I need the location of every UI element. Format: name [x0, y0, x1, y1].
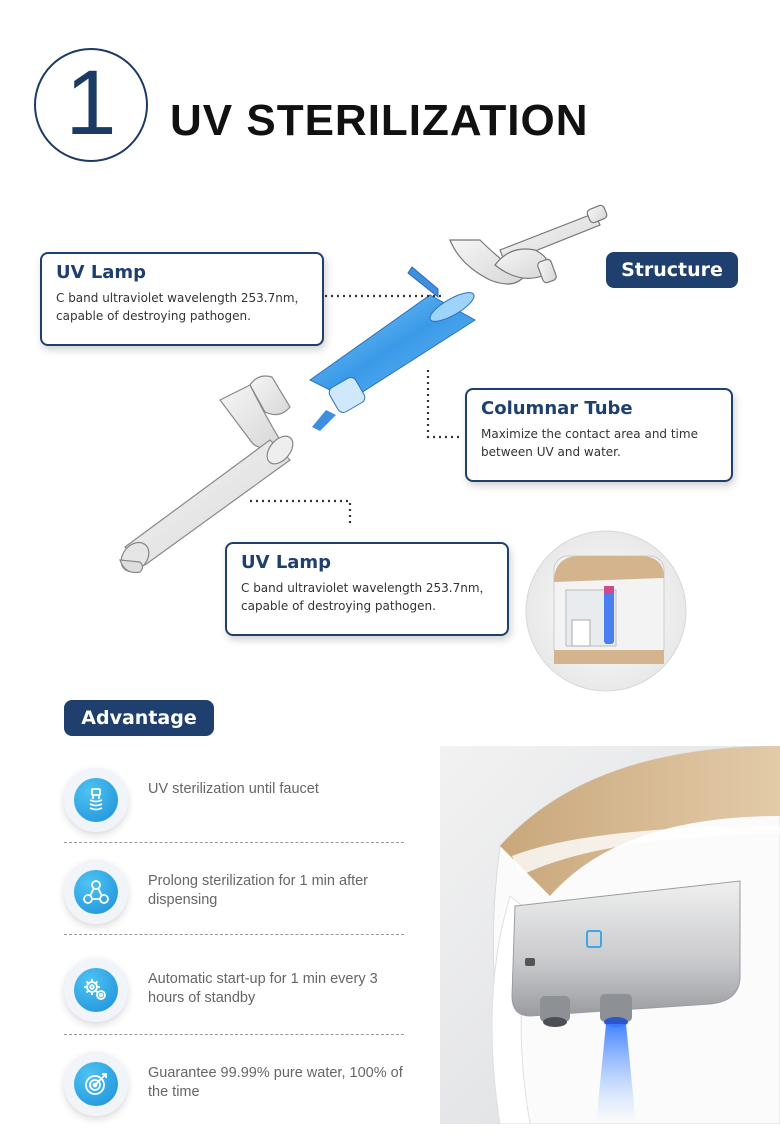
- callout-title: Columnar Tube: [481, 398, 633, 419]
- dispenser-inset-image: [520, 530, 692, 692]
- callout-columnar-tube: [465, 388, 733, 482]
- callout-description: C band ultraviolet wavelength 253.7nm，capable of destroying pathogen.: [56, 291, 307, 323]
- uv-lamp-icon: [64, 768, 128, 832]
- callout-uv-lamp-bottom: [225, 542, 509, 636]
- structure-label: Structure: [606, 252, 738, 288]
- network-nodes-icon: [64, 860, 128, 924]
- divider: [64, 842, 404, 843]
- callout-title: UV Lamp: [56, 262, 147, 283]
- page-title: UV STERILIZATION: [170, 96, 589, 145]
- advantage-text: UV sterilization until faucet: [148, 781, 319, 797]
- callout-description: C band ultraviolet wavelength 253.7nm，capable of destroying pathogen.: [241, 581, 492, 613]
- divider: [64, 1034, 404, 1035]
- step-number: 1: [65, 52, 117, 154]
- list-item: [64, 958, 404, 1048]
- advantage-text: Guarantee 99.99% pure water, 100% of the time: [148, 1065, 403, 1100]
- columnar-tube-graphic: [310, 288, 478, 431]
- list-item: [64, 768, 404, 858]
- step-number-badge: [34, 48, 148, 162]
- list-item: [64, 860, 404, 950]
- advantage-label: Advantage: [64, 700, 214, 736]
- callout-description: Maximize the contact area and time between UV and water.: [481, 427, 698, 459]
- dispenser-faucet-photo: [440, 746, 780, 1124]
- gears-icon: [64, 958, 128, 1022]
- list-item: [64, 1052, 404, 1142]
- divider: [64, 934, 404, 935]
- top-rod-assembly: [450, 204, 608, 284]
- callout-title: UV Lamp: [241, 552, 332, 573]
- callout-uv-lamp-top: [40, 252, 324, 346]
- advantage-text: Prolong sterilization for 1 min after dispensing: [148, 873, 369, 908]
- advantage-text: Automatic start-up for 1 min every 3 hours of standby: [148, 971, 378, 1006]
- target-icon: [64, 1052, 128, 1116]
